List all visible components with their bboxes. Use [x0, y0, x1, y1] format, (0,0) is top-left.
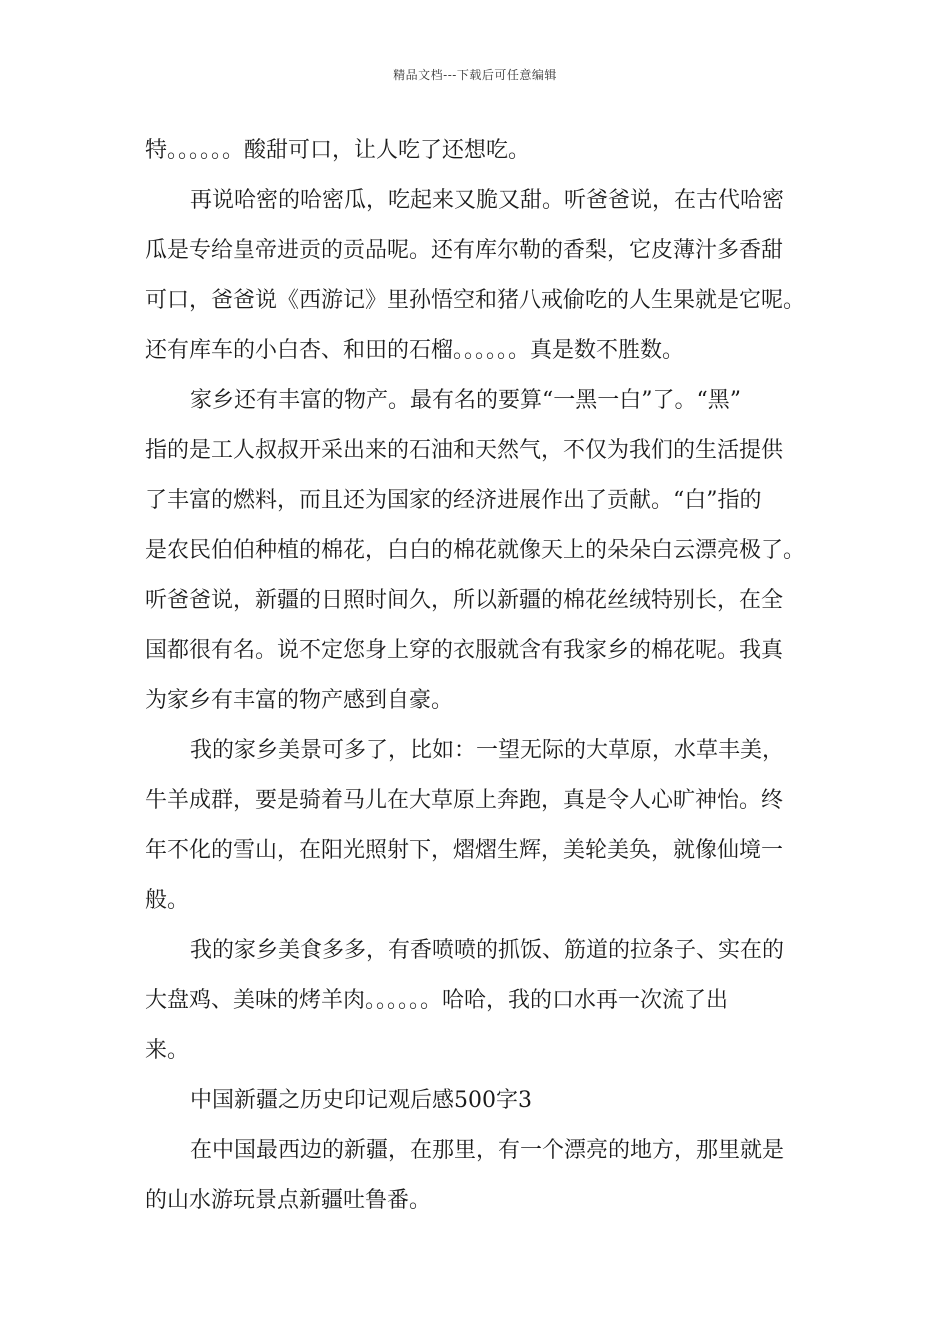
text-line-19: 来。 — [145, 1038, 190, 1063]
text-line-8: 了丰富的燃料，而且还为国家的经济进展作出了贡献。“白”指的 — [145, 488, 762, 513]
text-line-15: 年不化的雪山，在阳光照射下，熠熠生辉，美轮美奂，就像仙境一 — [145, 838, 784, 863]
text-line-16: 般。 — [145, 888, 190, 913]
document-body — [145, 126, 810, 1226]
text-line-1: 特。。。。。。酸甜可口，让人吃了还想吃。 — [145, 138, 531, 163]
paragraph-start-line: 再说哈密的哈密瓜，吃起来又脆又甜。听爸爸说，在古代哈密 — [190, 188, 785, 213]
text-line-11: 国都很有名。说不定您身上穿的衣服就含有我家乡的棉花呢。我真 — [145, 638, 784, 663]
text-line-14: 牛羊成群，要是骑着马儿在大草原上奔跑，真是令人心旷神怡。终 — [145, 788, 784, 813]
paragraph-start-line: 家乡还有丰富的物产。最有名的要算“一黑一白”了。“黑” — [190, 388, 741, 413]
text-line-18: 大盘鸡、美味的烤羊肉。。。。。。哈哈，我的口水再一次流了出 — [145, 988, 729, 1013]
text-line-7: 指的是工人叔叔开采出来的石油和天然气，不仅为我们的生活提供 — [145, 438, 784, 463]
text-line-10: 听爸爸说，新疆的日照时间久，所以新疆的棉花丝绒特别长，在全 — [145, 588, 784, 613]
paragraph-start-line: 在中国最西边的新疆，在那里，有一个漂亮的地方，那里就是 — [190, 1138, 785, 1163]
text-line-4: 可口，爸爸说《西游记》里孙悟空和猪八戒偷吃的人生果就是它呢。 — [145, 288, 806, 313]
text-line-12: 为家乡有丰富的物产感到自豪。 — [145, 688, 454, 713]
page-header: 精品文档---下载后可任意编辑 — [393, 68, 557, 82]
paragraph-start-line: 我的家乡美景可多了，比如：一望无际的大草原，水草丰美， — [190, 738, 785, 763]
text-line-3: 瓜是专给皇帝进贡的贡品呢。还有库尔勒的香梨，它皮薄汁多香甜 — [145, 238, 784, 263]
text-line-5: 还有库车的小白杏、和田的石榴。。。。。。真是数不胜数。 — [145, 338, 685, 363]
paragraph-start-line: 我的家乡美食多多，有香喷喷的抓饭、筋道的拉条子、实在的 — [190, 938, 785, 963]
section-heading: 中国新疆之历史印记观后感500字3 — [190, 1088, 532, 1113]
text-line-22: 的山水游玩景点新疆吐鲁番。 — [145, 1188, 432, 1213]
text-line-9: 是农民伯伯种植的棉花，白白的棉花就像天上的朵朵白云漂亮极了。 — [145, 538, 806, 563]
